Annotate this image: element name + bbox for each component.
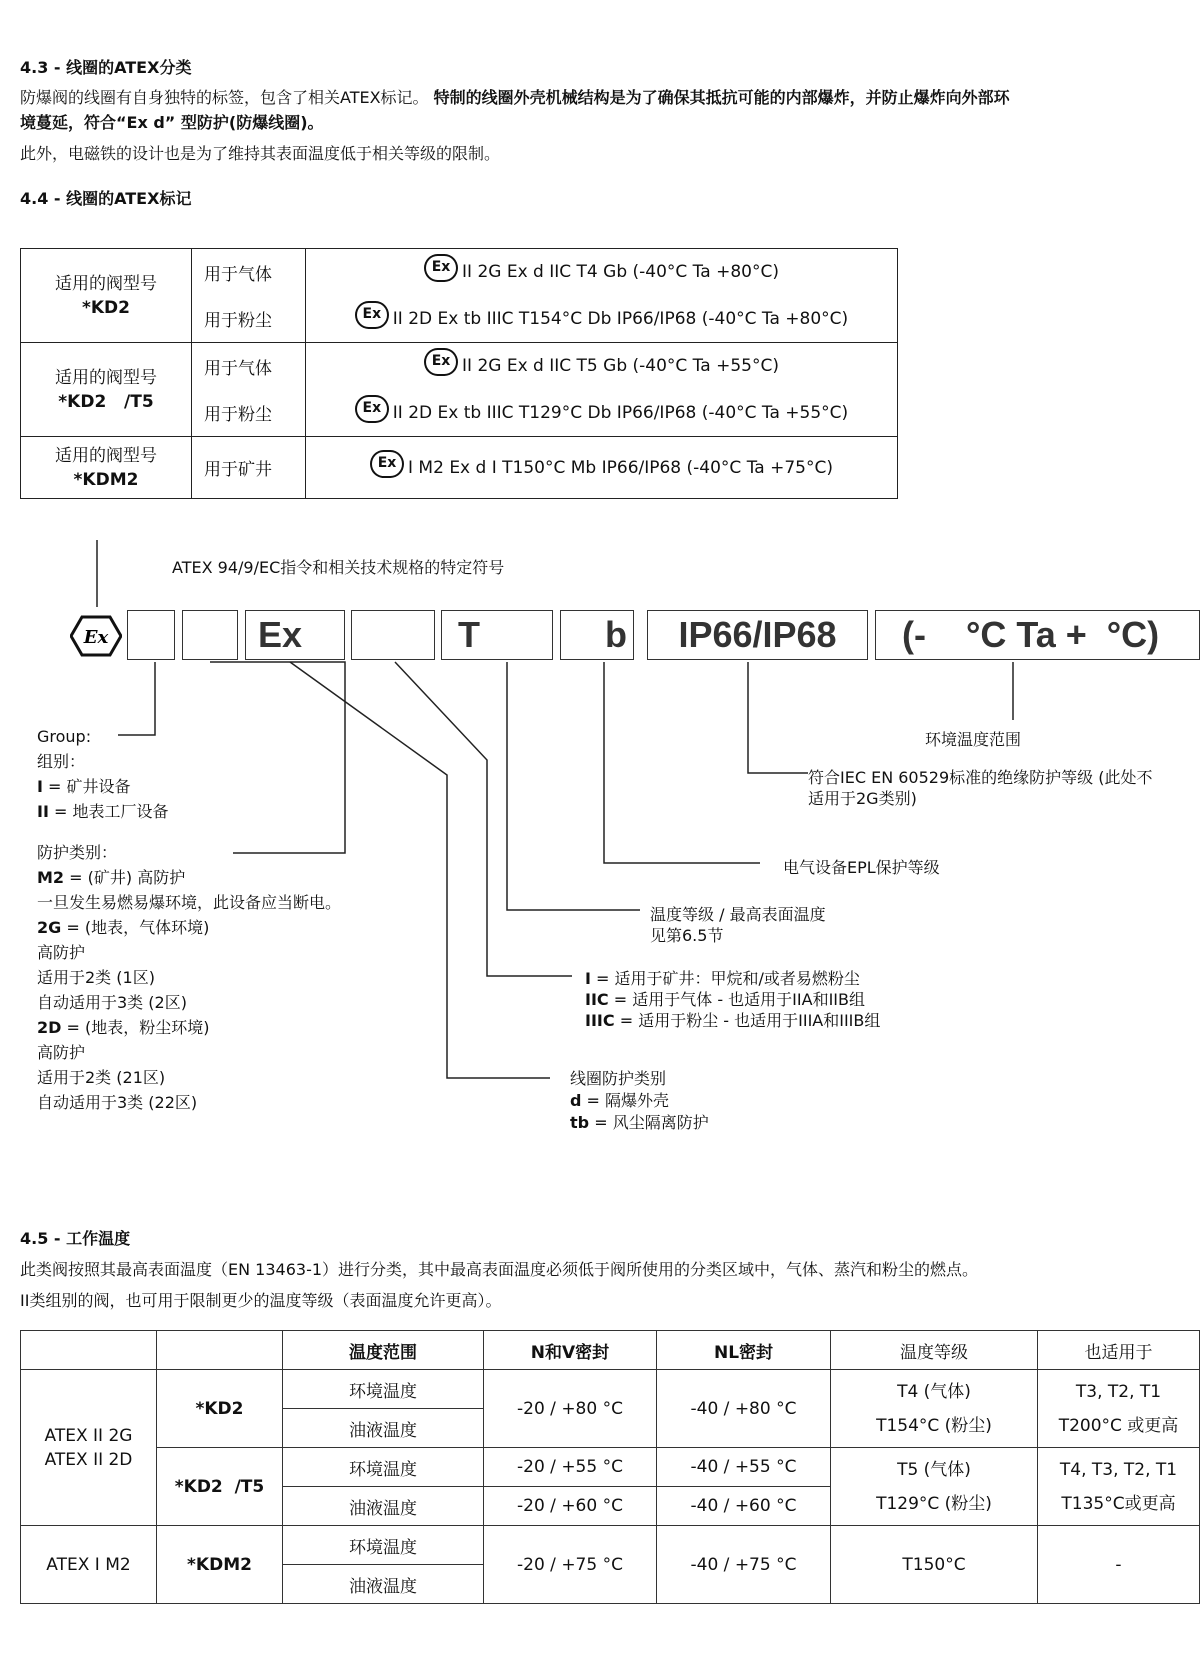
ex-icon: Ex	[424, 254, 458, 282]
ex-icon: Ex	[355, 395, 389, 423]
temp-class-line-2: 见第6.5节	[650, 926, 724, 945]
ip-note-line-2: 适用于2G类别)	[808, 789, 917, 808]
header-cell: NL密封	[657, 1331, 831, 1370]
category-box	[182, 610, 238, 660]
ip-note-line-1: 符合IEC EN 60529标准的绝缘防护等级 (此处不	[808, 768, 1153, 787]
coil-protection-text: = 风尘隔离防护	[589, 1113, 709, 1132]
header-cell: 温度范围	[283, 1331, 484, 1370]
model-label: 适用的阀型号	[55, 273, 157, 294]
temp-class-cell: T150°C	[831, 1526, 1038, 1604]
coil-protection-list	[570, 1066, 709, 1135]
category-text: = (地表，粉尘环境)	[61, 1018, 210, 1037]
temp-class-line: T4 (气体)	[897, 1381, 971, 1402]
epl-label: 电气设备EPL保护等级	[783, 858, 940, 877]
also-line: T4, T3, T2, T1	[1059, 1459, 1178, 1480]
category-line	[37, 915, 341, 940]
also-line: T200°C 或更高	[1058, 1415, 1179, 1436]
marking-text: I M2 Ex d I T150°C Mb IP66/IP68 (-40°C Ta +75°C)	[408, 457, 833, 478]
range-cell: 油液温度	[283, 1565, 484, 1604]
category-line	[37, 865, 341, 890]
ip-box: IP66/IP68	[647, 610, 868, 660]
ex-icon: Ex	[424, 348, 458, 376]
model-code: *KDM2	[73, 469, 139, 490]
group-code: II	[37, 802, 49, 821]
category-line: 高防护	[37, 943, 86, 962]
category-line: 一旦发生易燃易爆环境，此设备应当断电。	[37, 893, 342, 912]
ex-hexagon-icon	[70, 615, 122, 657]
section-4-4-heading: 4.4 - 线圈的ATEX标记	[20, 189, 192, 208]
nv-seal-cell: -20 / +60 °C	[484, 1487, 657, 1526]
model-cell: *KDM2	[157, 1526, 283, 1604]
model-cell: *KD2	[157, 1370, 283, 1448]
temp-class-line: T5 (气体)	[897, 1459, 971, 1480]
nv-seal-cell: -20 / +75 °C	[484, 1526, 657, 1604]
gas-group-text: = 适用于粉尘 - 也适用于IIIA和IIIB组	[614, 1011, 881, 1030]
header-cell: 温度等级	[831, 1331, 1038, 1370]
temp-class-cell	[831, 1448, 1038, 1526]
coil-protection-title: 线圈防护类别	[570, 1069, 667, 1088]
section-4-3-paragraph-1	[20, 85, 1010, 108]
epl-box: b	[560, 610, 634, 660]
use-cell: 用于气体	[192, 249, 306, 296]
range-cell: 油液温度	[283, 1487, 484, 1526]
svg-text:Ex: Ex	[83, 627, 109, 648]
header-cell: N和V密封	[484, 1331, 657, 1370]
nv-seal-cell: -20 / +80 °C	[484, 1370, 657, 1448]
gas-group-text: = 适用于矿井：甲烷和/或者易燃粉尘	[590, 969, 860, 988]
range-cell: 环境温度	[283, 1370, 484, 1409]
model-cell	[21, 343, 192, 437]
use-cell: 用于气体	[192, 343, 306, 390]
gas-group-code: IIC	[585, 990, 609, 1009]
gas-group-code: I	[585, 969, 591, 988]
range-cell: 环境温度	[283, 1526, 484, 1565]
also-cell	[1038, 1448, 1200, 1526]
marking-text: II 2G Ex d IIC T5 Gb (-40°C Ta +55°C)	[462, 356, 779, 377]
category-line: 适用于2类 (21区)	[37, 1068, 166, 1087]
header-cell	[157, 1331, 283, 1370]
marking-text: II 2G Ex d IIC T4 Gb (-40°C Ta +80°C)	[462, 262, 779, 283]
group-box	[127, 610, 175, 660]
ex-box: Ex	[245, 610, 345, 660]
group-text: = 地表工厂设备	[48, 802, 169, 821]
also-cell	[1038, 1370, 1200, 1448]
ex-icon: Ex	[370, 450, 404, 478]
group-text: = 矿井设备	[42, 777, 131, 796]
atex-symbol-note: ATEX 94/9/EC指令和相关技术规格的特定符号	[172, 558, 505, 577]
ambient-box: (- °C Ta + °C)	[875, 610, 1200, 660]
group-code: I	[37, 777, 43, 796]
also-line: T135°C或更高	[1061, 1493, 1176, 1514]
nl-seal-cell: -40 / +55 °C	[657, 1448, 831, 1487]
also-line: T3, T2, T1	[1075, 1381, 1162, 1402]
nl-seal-cell: -40 / +60 °C	[657, 1487, 831, 1526]
section-4-3-paragraph-1-cont: 境蔓延，符合“Ex d” 型防护(防爆线圈)。	[20, 113, 324, 132]
atex-class-cell: ATEX I M2	[21, 1526, 157, 1604]
model-label: 适用的阀型号	[55, 445, 157, 466]
group-line	[37, 799, 169, 824]
also-cell: -	[1038, 1526, 1200, 1604]
range-cell: 环境温度	[283, 1448, 484, 1487]
marking-cell	[306, 296, 898, 343]
marking-text: II 2D Ex tb IIIC T154°C Db IP66/IP68 (-40°C Ta +80°C)	[392, 308, 849, 329]
coil-protection-item	[570, 1110, 709, 1135]
temp-class-line: T154°C (粉尘)	[876, 1415, 992, 1436]
nv-seal-cell: -20 / +55 °C	[484, 1448, 657, 1487]
category-list	[37, 840, 341, 1115]
use-cell: 用于粉尘	[192, 296, 306, 343]
ambient-range-label: 环境温度范围	[925, 730, 1022, 749]
category-line	[37, 1015, 341, 1040]
atex-class-cell: ATEX II 2G ATEX II 2D	[21, 1370, 157, 1526]
model-cell	[21, 249, 192, 343]
category-text: = (矿井) 高防护	[64, 868, 186, 887]
coil-protection-code: tb	[570, 1113, 590, 1132]
model-cell	[21, 437, 192, 499]
marking-cell	[306, 249, 898, 296]
group-line	[37, 774, 169, 799]
category-line: 适用于2类 (1区)	[37, 968, 155, 987]
section-4-3-heading: 4.3 - 线圈的ATEX分类	[20, 58, 192, 77]
model-cell: *KD2 /T5	[157, 1448, 283, 1526]
marking-cell	[306, 437, 898, 499]
temperature-table	[20, 1330, 1200, 1604]
category-code: M2	[37, 868, 65, 887]
paragraph-bold-text: 特制的线圈外壳机械结构是为了确保其抵抗可能的内部爆炸，并防止爆炸向外部环	[433, 88, 1010, 107]
temp-class-line-1: 温度等级 / 最高表面温度	[650, 905, 826, 924]
model-code: *KD2	[81, 297, 130, 318]
use-cell: 用于矿井	[192, 437, 306, 499]
category-line: 自动适用于3类 (2区)	[37, 993, 187, 1012]
use-cell: 用于粉尘	[192, 390, 306, 437]
category-code: 2D	[37, 1018, 62, 1037]
marking-text: II 2D Ex tb IIIC T129°C Db IP66/IP68 (-40°C Ta +55°C)	[392, 402, 849, 423]
nl-seal-cell: -40 / +80 °C	[657, 1370, 831, 1448]
temp-class-line: T129°C (粉尘)	[876, 1493, 992, 1514]
group-line: 组别：	[37, 752, 86, 771]
header-cell: 也适用于	[1038, 1331, 1200, 1370]
category-code: 2G	[37, 918, 62, 937]
marking-cell	[306, 390, 898, 437]
group-list	[37, 724, 169, 824]
section-4-5-paragraph-2: II类组别的阀，也可用于限制更少的温度等级（表面温度允许更高）。	[20, 1291, 502, 1310]
category-line: 防护类别：	[37, 843, 118, 862]
category-text: = (地表，气体环境)	[61, 918, 210, 937]
model-label: 适用的阀型号	[55, 367, 157, 388]
nl-seal-cell: -40 / +75 °C	[657, 1526, 831, 1604]
group-line: Group:	[37, 727, 92, 746]
gas-group-text: = 适用于气体 - 也适用于IIA和IIB组	[608, 990, 865, 1009]
section-4-5-heading: 4.5 - 工作温度	[20, 1229, 131, 1248]
coil-protection-code: d	[570, 1091, 582, 1110]
atex-marking-table	[20, 248, 898, 499]
gas-group-list	[585, 966, 880, 1033]
category-line: 高防护	[37, 1043, 86, 1062]
coil-protection-text: = 隔爆外壳	[581, 1091, 670, 1110]
range-cell: 油液温度	[283, 1409, 484, 1448]
model-code: *KD2 /T5	[58, 391, 154, 412]
gas-group-code: IIIC	[585, 1011, 615, 1030]
temp-class-cell	[831, 1370, 1038, 1448]
section-4-3-paragraph-2: 此外，电磁铁的设计也是为了维持其表面温度低于相关等级的限制。	[20, 144, 501, 163]
category-line: 自动适用于3类 (22区)	[37, 1093, 198, 1112]
header-cell	[21, 1331, 157, 1370]
gas-group-box	[351, 610, 435, 660]
temp-class-box: T	[441, 610, 553, 660]
marking-cell	[306, 343, 898, 390]
gas-group-item	[585, 1008, 880, 1033]
paragraph-text: 防爆阀的线圈有自身独特的标签，包含了相关ATEX标记。	[20, 88, 434, 107]
ex-icon: Ex	[355, 301, 389, 329]
section-4-5-paragraph-1: 此类阀按照其最高表面温度（EN 13463-1）进行分类，其中最高表面温度必须低于阀所使用的分类区域中，气体、蒸汽和粉尘的燃点。	[20, 1260, 979, 1279]
